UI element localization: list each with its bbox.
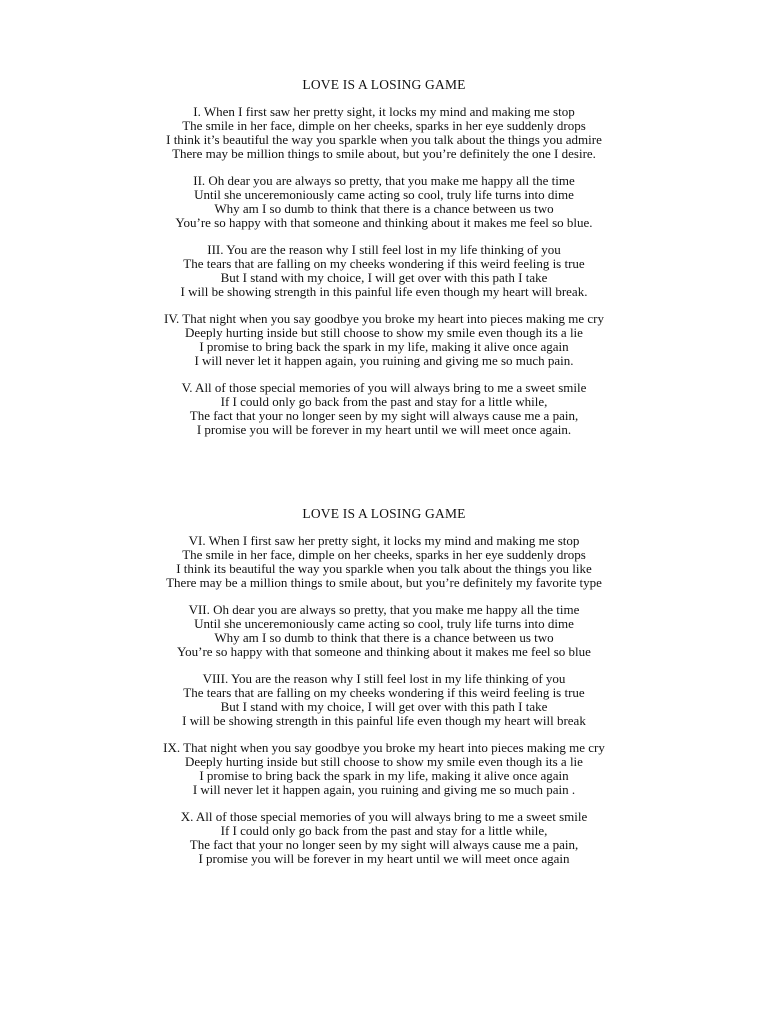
poem-line: II. Oh dear you are always so pretty, that you make me happy all the time (193, 173, 575, 188)
poem-line: IX. That night when you say goodbye you broke my heart into pieces making me cry (163, 740, 605, 755)
poem-line: I will be showing strength in this painful life even though my heart will break (182, 713, 586, 728)
stanza-7 (0, 603, 768, 659)
poem-line: The fact that your no longer seen by my sight will always cause me a pain, (189, 408, 579, 423)
stanza-5 (0, 381, 768, 437)
poem-section-2 (0, 505, 768, 879)
poem-line: I will never let it happen again, you ruining and giving me so much pain . (192, 782, 576, 797)
poem-title: LOVE IS A LOSING GAME (302, 506, 466, 521)
poem-line: I promise to bring back the spark in my life, making it alive once again (199, 339, 569, 354)
poem-line: V. All of those special memories of you will always bring to me a sweet smile (181, 380, 587, 395)
poem-line: I promise you will be forever in my heart until we will meet once again (198, 851, 570, 866)
poem-line: Deeply hurting inside but still choose to show my smile even though its a lie (185, 325, 583, 340)
poem-line: I promise to bring back the spark in my life, making it alive once again (199, 768, 569, 783)
poem-line: I will never let it happen again, you ruining and giving me so much pain. (194, 353, 574, 368)
poem-line: Why am I so dumb to think that there is a chance between us two (214, 630, 554, 645)
poem-line: The smile in her face, dimple on her cheeks, sparks in her eye suddenly drops (182, 118, 586, 133)
poem-line: There may be a million things to smile about, but you’re definitely my favorite type (166, 575, 602, 590)
poem-line: I think it’s beautiful the way you sparkle when you talk about the things you admire (166, 132, 602, 147)
stanza-10 (0, 810, 768, 866)
stanza-2 (0, 174, 768, 230)
poem-line: If I could only go back from the past and stay for a little while, (220, 823, 548, 838)
stanza-1 (0, 105, 768, 161)
poem-line: VI. When I first saw her pretty sight, it locks my mind and making me stop (188, 533, 580, 548)
poem-line: VIII. You are the reason why I still feel lost in my life thinking of you (202, 671, 566, 686)
poem-line: You’re so happy with that someone and thinking about it makes me feel so blue (177, 644, 591, 659)
stanza-6 (0, 534, 768, 590)
stanza-9 (0, 741, 768, 797)
poem-line: The tears that are falling on my cheeks wondering if this weird feeling is true (183, 256, 585, 271)
stanza-8 (0, 672, 768, 728)
poem-line: Until she unceremoniously came acting so cool, truly life turns into dime (194, 616, 574, 631)
poem-line: VII. Oh dear you are always so pretty, that you make me happy all the time (188, 602, 580, 617)
poem-line: III. You are the reason why I still feel lost in my life thinking of you (207, 242, 561, 257)
poem-line: But I stand with my choice, I will get over with this path I take (220, 699, 548, 714)
poem-line: X. All of those special memories of you will always bring to me a sweet smile (180, 809, 588, 824)
poem-line: The smile in her face, dimple on her cheeks, sparks in her eye suddenly drops (182, 547, 586, 562)
stanza-4 (0, 312, 768, 368)
stanza-3 (0, 243, 768, 299)
poem-line: Why am I so dumb to think that there is a chance between us two (214, 201, 554, 216)
poem-line: The fact that your no longer seen by my sight will always cause me a pain, (189, 837, 579, 852)
poem-line: The tears that are falling on my cheeks wondering if this weird feeling is true (183, 685, 585, 700)
poem-line: Deeply hurting inside but still choose to show my smile even though its a lie (185, 754, 583, 769)
poem-line: There may be million things to smile about, but you’re definitely the one I desire. (172, 146, 596, 161)
poem-line: IV. That night when you say goodbye you broke my heart into pieces making me cry (164, 311, 604, 326)
poem-line: I will be showing strength in this painful life even though my heart will break. (180, 284, 588, 299)
poem-title: LOVE IS A LOSING GAME (302, 77, 466, 92)
poem-line: But I stand with my choice, I will get over with this path I take (220, 270, 548, 285)
poem-line: You’re so happy with that someone and thinking about it makes me feel so blue. (175, 215, 593, 230)
poem-line: I promise you will be forever in my heart until we will meet once again. (196, 422, 572, 437)
poem-line: I. When I first saw her pretty sight, it locks my mind and making me stop (193, 104, 575, 119)
poem-section-1 (0, 76, 768, 450)
poem-line: If I could only go back from the past and stay for a little while, (220, 394, 548, 409)
poem-line: I think its beautiful the way you sparkle when you talk about the things you like (176, 561, 592, 576)
poem-line: Until she unceremoniously came acting so cool, truly life turns into dime (194, 187, 574, 202)
